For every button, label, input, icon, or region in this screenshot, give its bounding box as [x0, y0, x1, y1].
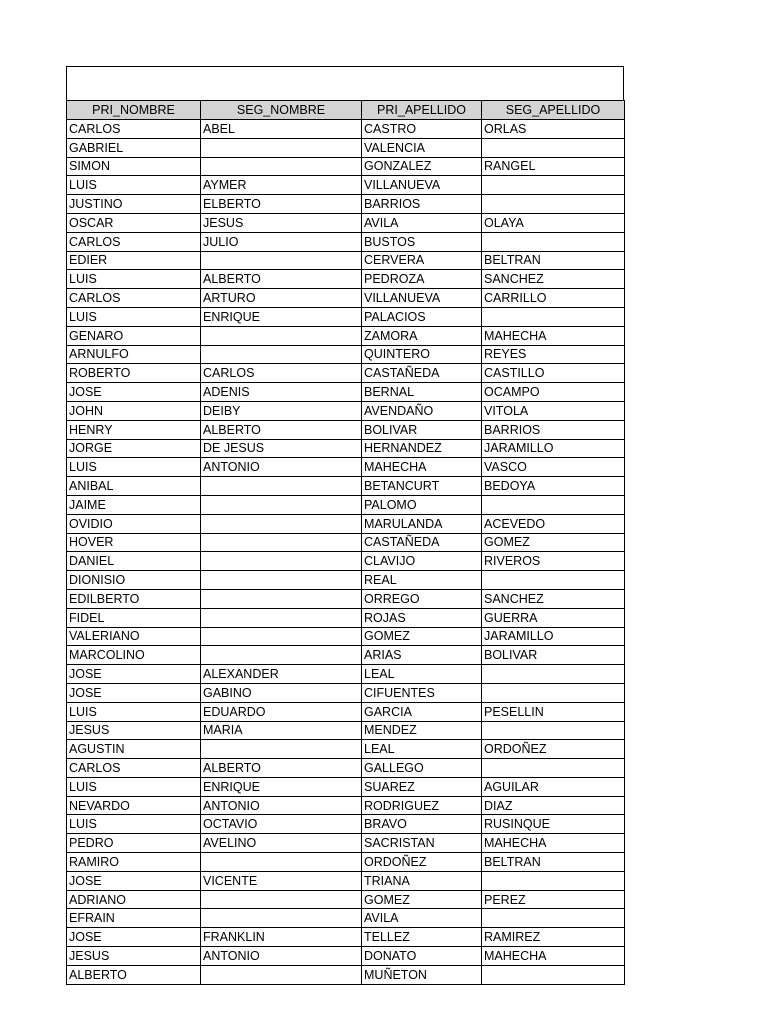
- cell-pri-apellido[interactable]: VILLANUEVA: [362, 176, 482, 195]
- cell-seg-nombre[interactable]: DE JESUS: [201, 439, 362, 458]
- cell-seg-apellido[interactable]: [482, 307, 625, 326]
- cell-pri-apellido[interactable]: TELLEZ: [362, 928, 482, 947]
- cell-seg-nombre[interactable]: [201, 646, 362, 665]
- cell-pri-apellido[interactable]: SUAREZ: [362, 777, 482, 796]
- cell-pri-nombre[interactable]: JAIME: [67, 495, 201, 514]
- table-row: [67, 740, 625, 759]
- table-row: [67, 777, 625, 796]
- cell-pri-apellido[interactable]: GONZALEZ: [362, 157, 482, 176]
- table-row: [67, 195, 625, 214]
- table-row: [67, 420, 625, 439]
- cell-seg-apellido[interactable]: GUERRA: [482, 608, 625, 627]
- cell-pri-nombre[interactable]: GENARO: [67, 326, 201, 345]
- header-row: [67, 101, 625, 120]
- cell-seg-apellido[interactable]: MAHECHA: [482, 834, 625, 853]
- cell-pri-nombre[interactable]: DIONISIO: [67, 571, 201, 590]
- cell-pri-nombre[interactable]: JOSE: [67, 871, 201, 890]
- table-row: [67, 439, 625, 458]
- table-row: [67, 477, 625, 496]
- table-row: [67, 326, 625, 345]
- table-body: [67, 120, 625, 985]
- cell-seg-apellido[interactable]: ACEVEDO: [482, 514, 625, 533]
- table-row: [67, 552, 625, 571]
- cell-pri-apellido[interactable]: HERNANDEZ: [362, 439, 482, 458]
- cell-pri-nombre[interactable]: FIDEL: [67, 608, 201, 627]
- cell-pri-nombre[interactable]: CARLOS: [67, 289, 201, 308]
- cell-seg-nombre[interactable]: ANTONIO: [201, 458, 362, 477]
- cell-pri-nombre[interactable]: JOSE: [67, 665, 201, 684]
- cell-seg-apellido[interactable]: [482, 683, 625, 702]
- cell-pri-nombre[interactable]: EDIER: [67, 251, 201, 270]
- cell-pri-apellido[interactable]: BARRIOS: [362, 195, 482, 214]
- cell-seg-apellido[interactable]: [482, 571, 625, 590]
- cell-seg-nombre[interactable]: [201, 514, 362, 533]
- cell-seg-nombre[interactable]: ABEL: [201, 120, 362, 139]
- cell-seg-nombre[interactable]: ENRIQUE: [201, 307, 362, 326]
- cell-pri-apellido[interactable]: GOMEZ: [362, 627, 482, 646]
- cell-seg-apellido[interactable]: BELTRAN: [482, 251, 625, 270]
- header-pri-apellido[interactable]: PRI_APELLIDO: [362, 101, 482, 120]
- cell-pri-nombre[interactable]: NEVARDO: [67, 796, 201, 815]
- cell-seg-apellido[interactable]: [482, 665, 625, 684]
- cell-pri-nombre[interactable]: JUSTINO: [67, 195, 201, 214]
- cell-pri-apellido[interactable]: BRAVO: [362, 815, 482, 834]
- cell-pri-nombre[interactable]: OVIDIO: [67, 514, 201, 533]
- cell-pri-apellido[interactable]: CASTAÑEDA: [362, 364, 482, 383]
- cell-seg-nombre[interactable]: ALBERTO: [201, 759, 362, 778]
- cell-seg-apellido[interactable]: GOMEZ: [482, 533, 625, 552]
- cell-pri-nombre[interactable]: RAMIRO: [67, 853, 201, 872]
- table-row: [67, 571, 625, 590]
- cell-pri-nombre[interactable]: ADRIANO: [67, 890, 201, 909]
- table-row: [67, 533, 625, 552]
- cell-pri-nombre[interactable]: LUIS: [67, 815, 201, 834]
- cell-pri-apellido[interactable]: PALOMO: [362, 495, 482, 514]
- cell-seg-apellido[interactable]: VITOLA: [482, 401, 625, 420]
- cell-seg-nombre[interactable]: ARTURO: [201, 289, 362, 308]
- table-row: [67, 251, 625, 270]
- cell-seg-nombre[interactable]: VICENTE: [201, 871, 362, 890]
- cell-pri-apellido[interactable]: BOLIVAR: [362, 420, 482, 439]
- header-seg-nombre[interactable]: SEG_NOMBRE: [201, 101, 362, 120]
- cell-seg-apellido[interactable]: ORLAS: [482, 120, 625, 139]
- cell-seg-nombre[interactable]: MARIA: [201, 721, 362, 740]
- cell-seg-apellido[interactable]: [482, 195, 625, 214]
- cell-seg-apellido[interactable]: [482, 232, 625, 251]
- cell-pri-apellido[interactable]: AVILA: [362, 909, 482, 928]
- cell-seg-apellido[interactable]: DIAZ: [482, 796, 625, 815]
- cell-seg-apellido[interactable]: ORDOÑEZ: [482, 740, 625, 759]
- cell-seg-nombre[interactable]: JESUS: [201, 213, 362, 232]
- cell-seg-apellido[interactable]: RIVEROS: [482, 552, 625, 571]
- cell-seg-nombre[interactable]: EDUARDO: [201, 702, 362, 721]
- table-row: [67, 138, 625, 157]
- cell-seg-nombre[interactable]: OCTAVIO: [201, 815, 362, 834]
- cell-pri-apellido[interactable]: CERVERA: [362, 251, 482, 270]
- cell-seg-apellido[interactable]: [482, 965, 625, 984]
- table-row: [67, 646, 625, 665]
- cell-pri-apellido[interactable]: TRIANA: [362, 871, 482, 890]
- table-row: [67, 458, 625, 477]
- cell-pri-apellido[interactable]: RODRIGUEZ: [362, 796, 482, 815]
- cell-pri-nombre[interactable]: LUIS: [67, 307, 201, 326]
- table-row: [67, 796, 625, 815]
- cell-seg-apellido[interactable]: RANGEL: [482, 157, 625, 176]
- table-row: [67, 928, 625, 947]
- cell-seg-nombre[interactable]: [201, 890, 362, 909]
- table-row: [67, 495, 625, 514]
- cell-pri-nombre[interactable]: HOVER: [67, 533, 201, 552]
- cell-pri-nombre[interactable]: JESUS: [67, 721, 201, 740]
- cell-pri-apellido[interactable]: ZAMORA: [362, 326, 482, 345]
- cell-seg-apellido[interactable]: REYES: [482, 345, 625, 364]
- cell-seg-nombre[interactable]: AYMER: [201, 176, 362, 195]
- cell-seg-nombre[interactable]: [201, 138, 362, 157]
- cell-seg-nombre[interactable]: JULIO: [201, 232, 362, 251]
- table-row: [67, 157, 625, 176]
- cell-pri-nombre[interactable]: JOSE: [67, 928, 201, 947]
- cell-pri-apellido[interactable]: QUINTERO: [362, 345, 482, 364]
- cell-pri-nombre[interactable]: SIMON: [67, 157, 201, 176]
- cell-seg-apellido[interactable]: OCAMPO: [482, 383, 625, 402]
- cell-seg-nombre[interactable]: [201, 477, 362, 496]
- cell-pri-nombre[interactable]: ALBERTO: [67, 965, 201, 984]
- cell-pri-nombre[interactable]: HENRY: [67, 420, 201, 439]
- cell-seg-apellido[interactable]: RUSINQUE: [482, 815, 625, 834]
- cell-pri-nombre[interactable]: GABRIEL: [67, 138, 201, 157]
- cell-seg-apellido[interactable]: [482, 909, 625, 928]
- table-row: [67, 853, 625, 872]
- cell-seg-nombre[interactable]: ALBERTO: [201, 270, 362, 289]
- cell-pri-nombre[interactable]: EDILBERTO: [67, 589, 201, 608]
- cell-seg-nombre[interactable]: [201, 326, 362, 345]
- cell-seg-apellido[interactable]: SANCHEZ: [482, 270, 625, 289]
- cell-pri-nombre[interactable]: ARNULFO: [67, 345, 201, 364]
- cell-seg-apellido[interactable]: SANCHEZ: [482, 589, 625, 608]
- cell-seg-nombre[interactable]: ANTONIO: [201, 947, 362, 966]
- cell-pri-nombre[interactable]: PEDRO: [67, 834, 201, 853]
- table-row: [67, 270, 625, 289]
- table-row: [67, 702, 625, 721]
- cell-pri-nombre[interactable]: LUIS: [67, 702, 201, 721]
- cell-pri-nombre[interactable]: ANIBAL: [67, 477, 201, 496]
- cell-pri-apellido[interactable]: CASTAÑEDA: [362, 533, 482, 552]
- cell-seg-nombre[interactable]: FRANKLIN: [201, 928, 362, 947]
- cell-seg-nombre[interactable]: GABINO: [201, 683, 362, 702]
- cell-pri-apellido[interactable]: PEDROZA: [362, 270, 482, 289]
- cell-pri-apellido[interactable]: CLAVIJO: [362, 552, 482, 571]
- table-row: [67, 665, 625, 684]
- spreadsheet: [66, 66, 624, 985]
- table-row: [67, 721, 625, 740]
- table-row: [67, 401, 625, 420]
- cell-pri-nombre[interactable]: MARCOLINO: [67, 646, 201, 665]
- cell-pri-apellido[interactable]: ORREGO: [362, 589, 482, 608]
- cell-seg-apellido[interactable]: JARAMILLO: [482, 439, 625, 458]
- cell-pri-apellido[interactable]: VILLANUEVA: [362, 289, 482, 308]
- cell-pri-apellido[interactable]: LEAL: [362, 740, 482, 759]
- cell-pri-nombre[interactable]: LUIS: [67, 176, 201, 195]
- cell-seg-apellido[interactable]: RAMIREZ: [482, 928, 625, 947]
- cell-pri-nombre[interactable]: VALERIANO: [67, 627, 201, 646]
- table-row: [67, 213, 625, 232]
- cell-pri-nombre[interactable]: JOHN: [67, 401, 201, 420]
- cell-pri-apellido[interactable]: GARCIA: [362, 702, 482, 721]
- cell-seg-nombre[interactable]: CARLOS: [201, 364, 362, 383]
- cell-seg-nombre[interactable]: ADENIS: [201, 383, 362, 402]
- table-row: [67, 871, 625, 890]
- cell-seg-apellido[interactable]: PEREZ: [482, 890, 625, 909]
- table-row: [67, 815, 625, 834]
- cell-pri-apellido[interactable]: GOMEZ: [362, 890, 482, 909]
- cell-seg-apellido[interactable]: VASCO: [482, 458, 625, 477]
- cell-pri-apellido[interactable]: BUSTOS: [362, 232, 482, 251]
- cell-seg-nombre[interactable]: ELBERTO: [201, 195, 362, 214]
- cell-seg-nombre[interactable]: [201, 853, 362, 872]
- cell-pri-nombre[interactable]: CARLOS: [67, 759, 201, 778]
- cell-seg-apellido[interactable]: JARAMILLO: [482, 627, 625, 646]
- cell-pri-nombre[interactable]: LUIS: [67, 777, 201, 796]
- cell-seg-apellido[interactable]: [482, 721, 625, 740]
- cell-pri-apellido[interactable]: REAL: [362, 571, 482, 590]
- table-row: [67, 759, 625, 778]
- cell-seg-nombre[interactable]: ALBERTO: [201, 420, 362, 439]
- cell-seg-nombre[interactable]: [201, 627, 362, 646]
- cell-seg-nombre[interactable]: ALEXANDER: [201, 665, 362, 684]
- cell-seg-apellido[interactable]: BOLIVAR: [482, 646, 625, 665]
- cell-seg-apellido[interactable]: [482, 759, 625, 778]
- cell-pri-nombre[interactable]: JESUS: [67, 947, 201, 966]
- cell-pri-apellido[interactable]: MARULANDA: [362, 514, 482, 533]
- cell-seg-apellido[interactable]: [482, 138, 625, 157]
- cell-seg-nombre[interactable]: [201, 552, 362, 571]
- table-row: [67, 947, 625, 966]
- cell-seg-nombre[interactable]: [201, 345, 362, 364]
- cell-seg-apellido[interactable]: [482, 495, 625, 514]
- cell-seg-apellido[interactable]: [482, 871, 625, 890]
- cell-pri-apellido[interactable]: BERNAL: [362, 383, 482, 402]
- table-row: [67, 965, 625, 984]
- cell-pri-apellido[interactable]: ROJAS: [362, 608, 482, 627]
- cell-seg-apellido[interactable]: [482, 176, 625, 195]
- cell-pri-nombre[interactable]: ROBERTO: [67, 364, 201, 383]
- merged-title-cell[interactable]: [66, 66, 624, 100]
- table-row: [67, 345, 625, 364]
- table-row: [67, 364, 625, 383]
- cell-pri-apellido[interactable]: BETANCURT: [362, 477, 482, 496]
- cell-seg-nombre[interactable]: [201, 608, 362, 627]
- cell-pri-nombre[interactable]: EFRAIN: [67, 909, 201, 928]
- cell-pri-nombre[interactable]: JORGE: [67, 439, 201, 458]
- cell-seg-apellido[interactable]: BARRIOS: [482, 420, 625, 439]
- header-pri-nombre[interactable]: PRI_NOMBRE: [67, 101, 201, 120]
- cell-seg-nombre[interactable]: [201, 909, 362, 928]
- cell-pri-apellido[interactable]: CIFUENTES: [362, 683, 482, 702]
- cell-pri-apellido[interactable]: AVENDAÑO: [362, 401, 482, 420]
- cell-seg-nombre[interactable]: [201, 251, 362, 270]
- table-row: [67, 289, 625, 308]
- cell-seg-nombre[interactable]: [201, 495, 362, 514]
- cell-pri-apellido[interactable]: DONATO: [362, 947, 482, 966]
- cell-pri-apellido[interactable]: CASTRO: [362, 120, 482, 139]
- table-row: [67, 383, 625, 402]
- cell-pri-apellido[interactable]: MAHECHA: [362, 458, 482, 477]
- cell-pri-nombre[interactable]: JOSE: [67, 383, 201, 402]
- cell-seg-apellido[interactable]: CARRILLO: [482, 289, 625, 308]
- cell-seg-apellido[interactable]: MAHECHA: [482, 947, 625, 966]
- cell-pri-nombre[interactable]: JOSE: [67, 683, 201, 702]
- cell-pri-nombre[interactable]: CARLOS: [67, 120, 201, 139]
- cell-pri-apellido[interactable]: PALACIOS: [362, 307, 482, 326]
- cell-pri-apellido[interactable]: LEAL: [362, 665, 482, 684]
- table-row: [67, 120, 625, 139]
- cell-seg-apellido[interactable]: BELTRAN: [482, 853, 625, 872]
- cell-seg-nombre[interactable]: [201, 533, 362, 552]
- cell-seg-nombre[interactable]: [201, 157, 362, 176]
- cell-seg-apellido[interactable]: MAHECHA: [482, 326, 625, 345]
- cell-pri-apellido[interactable]: VALENCIA: [362, 138, 482, 157]
- table-row: [67, 307, 625, 326]
- header-seg-apellido[interactable]: SEG_APELLIDO: [482, 101, 625, 120]
- cell-seg-nombre[interactable]: [201, 589, 362, 608]
- cell-pri-apellido[interactable]: SACRISTAN: [362, 834, 482, 853]
- cell-seg-apellido[interactable]: CASTILLO: [482, 364, 625, 383]
- table-row: [67, 176, 625, 195]
- cell-seg-nombre[interactable]: AVELINO: [201, 834, 362, 853]
- cell-pri-nombre[interactable]: OSCAR: [67, 213, 201, 232]
- cell-seg-nombre[interactable]: [201, 740, 362, 759]
- cell-pri-apellido[interactable]: MUÑETON: [362, 965, 482, 984]
- cell-seg-nombre[interactable]: DEIBY: [201, 401, 362, 420]
- cell-pri-apellido[interactable]: MENDEZ: [362, 721, 482, 740]
- cell-pri-nombre[interactable]: LUIS: [67, 270, 201, 289]
- cell-pri-nombre[interactable]: AGUSTIN: [67, 740, 201, 759]
- cell-seg-nombre[interactable]: [201, 571, 362, 590]
- table-row: [67, 232, 625, 251]
- cell-seg-apellido[interactable]: BEDOYA: [482, 477, 625, 496]
- table-row: [67, 890, 625, 909]
- cell-pri-apellido[interactable]: ORDOÑEZ: [362, 853, 482, 872]
- cell-seg-apellido[interactable]: PESELLIN: [482, 702, 625, 721]
- cell-pri-nombre[interactable]: DANIEL: [67, 552, 201, 571]
- cell-seg-apellido[interactable]: OLAYA: [482, 213, 625, 232]
- table-row: [67, 627, 625, 646]
- table-row: [67, 683, 625, 702]
- table-row: [67, 589, 625, 608]
- table-row: [67, 909, 625, 928]
- cell-seg-nombre[interactable]: ANTONIO: [201, 796, 362, 815]
- table-row: [67, 514, 625, 533]
- table-row: [67, 834, 625, 853]
- cell-seg-nombre[interactable]: [201, 965, 362, 984]
- cell-seg-nombre[interactable]: ENRIQUE: [201, 777, 362, 796]
- cell-pri-apellido[interactable]: ARIAS: [362, 646, 482, 665]
- cell-pri-apellido[interactable]: GALLEGO: [362, 759, 482, 778]
- cell-seg-apellido[interactable]: AGUILAR: [482, 777, 625, 796]
- cell-pri-apellido[interactable]: AVILA: [362, 213, 482, 232]
- cell-pri-nombre[interactable]: CARLOS: [67, 232, 201, 251]
- table-row: [67, 608, 625, 627]
- cell-pri-nombre[interactable]: LUIS: [67, 458, 201, 477]
- names-table: [66, 100, 625, 985]
